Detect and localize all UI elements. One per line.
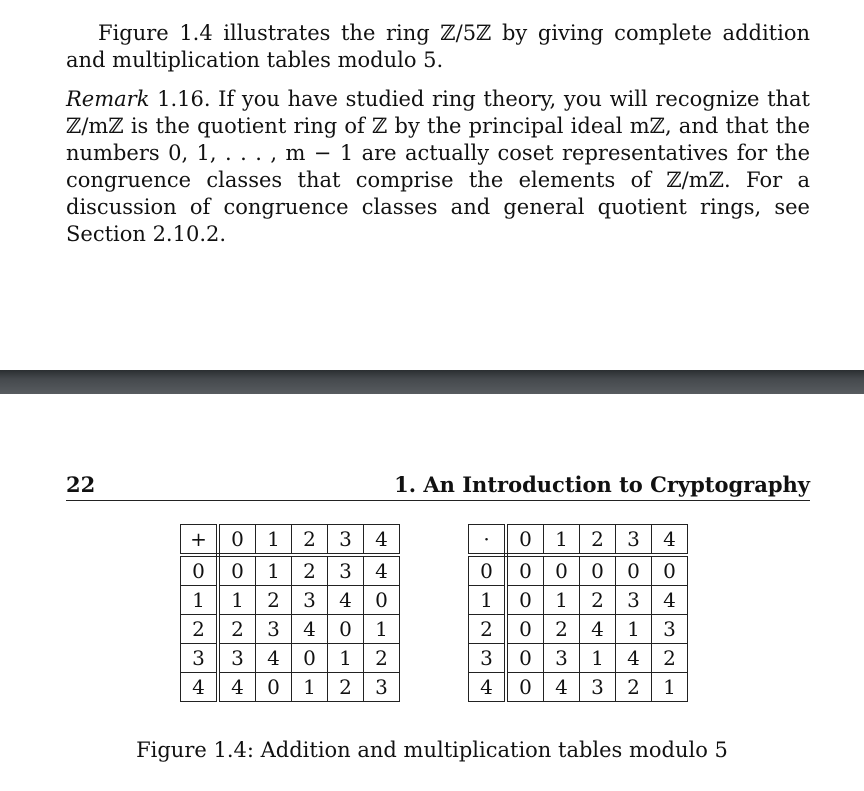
table-cell: 0 [506, 644, 544, 673]
table-cell: 3 [580, 673, 616, 702]
table-cell: 0 [580, 555, 616, 586]
table-cell: 2 [292, 555, 328, 586]
table-cell: 4 [292, 615, 328, 644]
table-row [181, 615, 400, 644]
page-separator [0, 370, 864, 394]
page-number: 22 [66, 472, 96, 497]
intro-paragraph: Figure 1.4 illustrates the ring ℤ/5ℤ by giving complete addition and multiplication tables modulo 5. [66, 21, 810, 72]
table-cell: 0 [256, 673, 292, 702]
table-cell: 4 [544, 673, 580, 702]
table-cell: 2 [580, 586, 616, 615]
table-cell: 3 [616, 586, 652, 615]
table-cell: 0 [364, 586, 400, 615]
table-header-row [181, 525, 400, 556]
running-head: 1. An Introduction to Cryptography [394, 472, 810, 497]
table-row [181, 673, 400, 702]
table-row [469, 586, 688, 615]
row-label: 1 [469, 586, 507, 615]
table-cell: 1 [544, 586, 580, 615]
table-cell: 1 [292, 673, 328, 702]
table-row [469, 555, 688, 586]
header-cell: 1 [256, 525, 292, 556]
table-cell: 0 [544, 555, 580, 586]
table-cell: 4 [218, 673, 256, 702]
table-row [181, 555, 400, 586]
table-cell: 0 [292, 644, 328, 673]
table-cell: 1 [652, 673, 688, 702]
header-cell: 4 [364, 525, 400, 556]
remark-paragraph [66, 86, 810, 248]
remark-text: 1.16. If you have studied ring theory, you will recognize that ℤ/mℤ is the quotient ring of ℤ by the principal ideal mℤ, and that the numbers 0, 1, . . . , m − 1 are actually coset representatives for the congruence classes that comprise the elements of ℤ/mℤ. For a discussion of congruence classes and general quotient rings, see Section 2.10.2. [66, 87, 810, 246]
row-label: 1 [181, 586, 219, 615]
multiplication-table [468, 524, 688, 702]
table-cell: 4 [580, 615, 616, 644]
header-cell: 1 [544, 525, 580, 556]
table-cell: 2 [218, 615, 256, 644]
table-cell: 2 [256, 586, 292, 615]
operator-cell: · [469, 525, 507, 556]
row-label: 4 [181, 673, 219, 702]
header-cell: 2 [580, 525, 616, 556]
table-cell: 2 [652, 644, 688, 673]
table-cell: 4 [328, 586, 364, 615]
table-row [469, 644, 688, 673]
table-cell: 0 [328, 615, 364, 644]
table-cell: 3 [652, 615, 688, 644]
header-cell: 0 [506, 525, 544, 556]
table-row [181, 586, 400, 615]
table-cell: 2 [616, 673, 652, 702]
figure-caption: Figure 1.4: Addition and multiplication tables modulo 5 [136, 738, 728, 762]
table-row [181, 644, 400, 673]
table-cell: 0 [506, 615, 544, 644]
table-cell: 3 [292, 586, 328, 615]
previous-page [0, 0, 864, 370]
row-label: 2 [181, 615, 219, 644]
table-cell: 4 [652, 586, 688, 615]
table-cell: 3 [364, 673, 400, 702]
table-cell: 0 [506, 673, 544, 702]
table-cell: 1 [616, 615, 652, 644]
table-cell: 0 [652, 555, 688, 586]
table-cell: 1 [256, 555, 292, 586]
table-row [469, 673, 688, 702]
remark-label: Remark [66, 87, 150, 111]
operator-cell: + [181, 525, 219, 556]
table-cell: 2 [328, 673, 364, 702]
header-cell: 4 [652, 525, 688, 556]
table-cell: 2 [544, 615, 580, 644]
addition-table [180, 524, 400, 702]
current-page [0, 394, 864, 791]
table-cell: 3 [544, 644, 580, 673]
header-cell: 0 [218, 525, 256, 556]
row-label: 2 [469, 615, 507, 644]
row-label: 0 [469, 555, 507, 586]
table-cell: 0 [506, 586, 544, 615]
table-cell: 2 [364, 644, 400, 673]
table-cell: 3 [256, 615, 292, 644]
table-cell: 0 [218, 555, 256, 586]
row-label: 3 [181, 644, 219, 673]
row-label: 3 [469, 644, 507, 673]
header-cell: 3 [616, 525, 652, 556]
table-cell: 3 [218, 644, 256, 673]
row-label: 4 [469, 673, 507, 702]
table-cell: 1 [328, 644, 364, 673]
header-rule [66, 500, 810, 501]
table-cell: 1 [218, 586, 256, 615]
table-cell: 1 [364, 615, 400, 644]
table-cell: 4 [616, 644, 652, 673]
table-cell: 3 [328, 555, 364, 586]
table-cell: 0 [506, 555, 544, 586]
header-cell: 3 [328, 525, 364, 556]
row-label: 0 [181, 555, 219, 586]
table-cell: 4 [256, 644, 292, 673]
header-cell: 2 [292, 525, 328, 556]
table-row [469, 615, 688, 644]
table-cell: 1 [580, 644, 616, 673]
table-cell: 0 [616, 555, 652, 586]
table-header-row [469, 525, 688, 556]
table-cell: 4 [364, 555, 400, 586]
